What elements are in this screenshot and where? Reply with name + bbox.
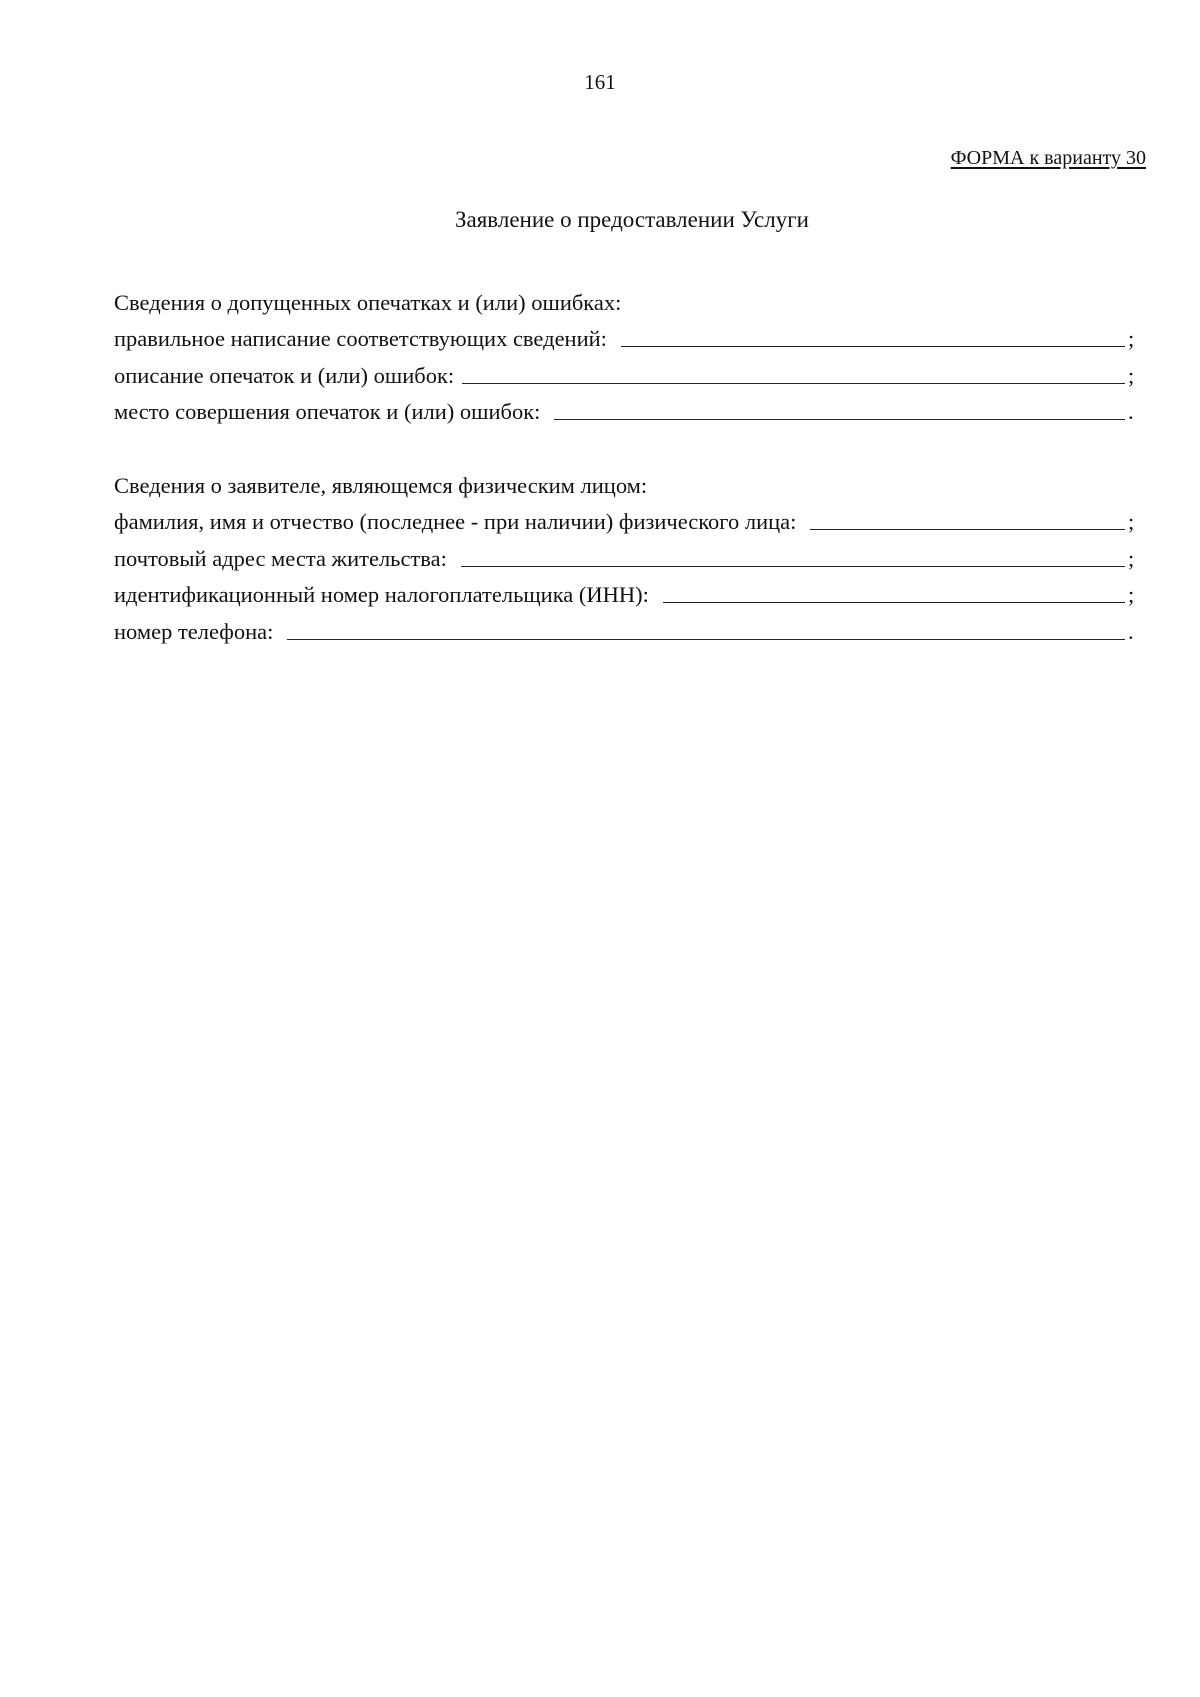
- postal-address-blank[interactable]: [461, 565, 1125, 567]
- inn-blank[interactable]: [663, 601, 1125, 603]
- field-label: почтовый адрес места жительства:: [114, 545, 447, 571]
- field-label: место совершения опечаток и (или) ошибок:: [114, 399, 541, 424]
- form-field-row: [114, 500, 1138, 537]
- field-label: фамилия, имя и отчество (последнее - при наличии) физического лица:: [114, 509, 797, 534]
- form-reference: ФОРМА к варианту 30: [950, 147, 1146, 169]
- section-heading: [114, 280, 1138, 317]
- field-terminator: ;: [1128, 545, 1135, 571]
- field-terminator: ;: [1128, 582, 1135, 607]
- field-terminator: ;: [1128, 509, 1135, 534]
- typo-description-blank[interactable]: [462, 382, 1125, 384]
- section-heading: [114, 463, 1138, 500]
- field-label: описание опечаток и (или) ошибок:: [114, 362, 455, 388]
- field-terminator: ;: [1128, 326, 1135, 351]
- field-terminator: .: [1128, 618, 1134, 644]
- field-terminator: .: [1128, 399, 1134, 424]
- field-label: номер телефона:: [114, 618, 274, 644]
- form-field-row: [114, 573, 1138, 610]
- applicant-section: [114, 463, 1138, 646]
- full-name-blank[interactable]: [810, 528, 1125, 530]
- form-field-row: [114, 353, 1138, 390]
- phone-number-blank[interactable]: [287, 638, 1125, 640]
- applicant-heading: Сведения о заявителе, являющемся физическим лицом:: [114, 472, 648, 498]
- field-label: правильное написание соответствующих сведений:: [114, 326, 607, 351]
- form-field-row: [114, 390, 1138, 427]
- page-number: 161: [584, 70, 616, 94]
- field-label: идентификационный номер налогоплательщика (ИНН):: [114, 582, 649, 607]
- form-field-row: [114, 536, 1138, 573]
- correct-spelling-blank[interactable]: [621, 345, 1125, 347]
- form-field-row: [114, 317, 1138, 354]
- document-title: Заявление о предоставлении Услуги: [455, 207, 809, 232]
- errors-section: [114, 280, 1138, 426]
- errors-heading: Сведения о допущенных опечатках и (или) ошибках:: [114, 289, 622, 315]
- field-terminator: ;: [1128, 362, 1135, 388]
- form-field-row: [114, 609, 1138, 646]
- typo-location-blank[interactable]: [554, 418, 1125, 420]
